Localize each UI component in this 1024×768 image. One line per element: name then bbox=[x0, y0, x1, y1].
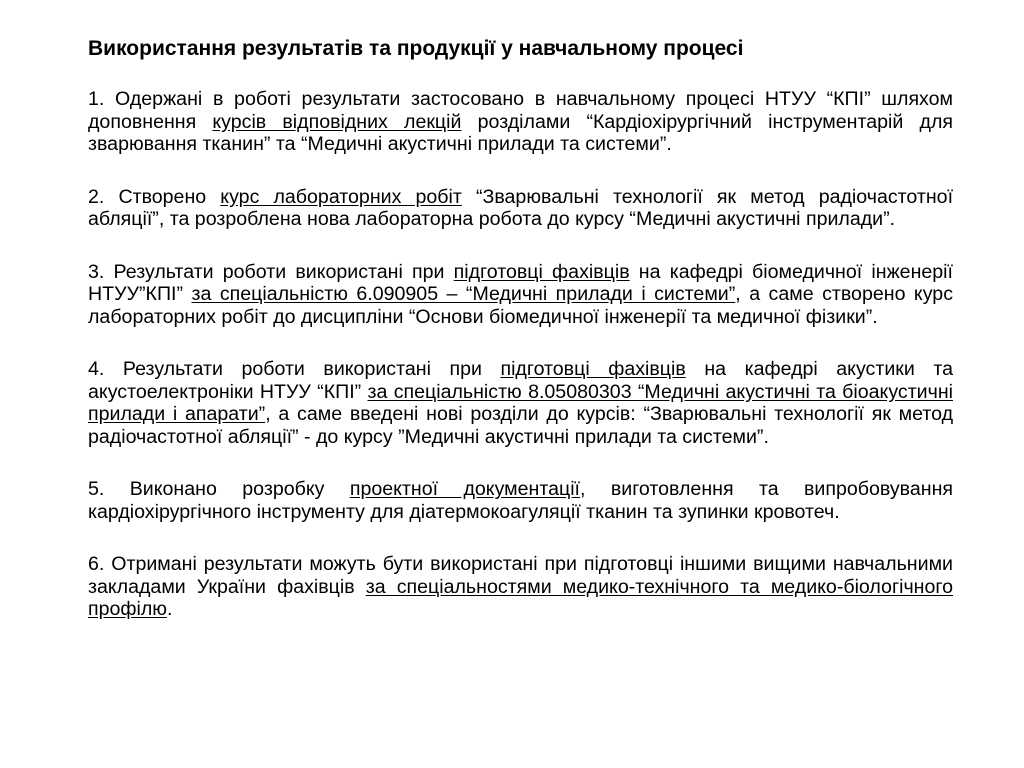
page-title: Використання результатів та продукції у навчальному процесі bbox=[88, 37, 744, 60]
paragraph-2 bbox=[88, 186, 953, 231]
paragraph-text: , виготовлення та випробовування кардіохірургічного інструменту для діатермокоагуляції тканин та зупинки кровотеч. bbox=[88, 478, 954, 523]
underlined-phrase: курс лабораторних робіт bbox=[220, 185, 462, 208]
underlined-phrase: підготовці фахівців bbox=[453, 260, 630, 283]
slide-content bbox=[88, 36, 953, 621]
underlined-phrase: підготовці фахівців bbox=[500, 358, 686, 380]
paragraph-text: 1. Одержані в роботі результати застосовано в навчальному процесі НТУУ “КПІ” шляхом доповнення bbox=[88, 88, 953, 133]
paragraph-text: 3. Результати роботи використані при bbox=[88, 260, 454, 283]
paragraph-text: , а саме введені нові розділи до курсів: “Зварювальні технології як метод радіочастотної абляції” - до курсу ”Медичні акустичні прилади та системи”. bbox=[88, 403, 953, 448]
paragraph-text: на кафедрі акустики та акустоелектроніки НТУУ “КПІ” bbox=[88, 358, 953, 403]
paragraph-text: 2. Створено bbox=[88, 185, 221, 208]
paragraph-3 bbox=[88, 261, 953, 329]
paragraph-1 bbox=[88, 88, 953, 156]
paragraph-6 bbox=[88, 553, 953, 621]
paragraph-5 bbox=[88, 478, 953, 523]
paragraph-text: розділами “Кардіохірургічний інструментарій для зварювання тканин” та “Медичні акустичні прилади та системи”. bbox=[88, 110, 953, 155]
paragraph-text: “Зварювальні технології як метод радіочастотної абляції”, та розроблена нова лабораторна робота до курсу “Медичні акустичні прилади”. bbox=[88, 185, 954, 230]
paragraph-text: 6. Отримані результати можуть бути використані при підготовці іншими вищими навчальними закладами України фахівців bbox=[88, 553, 953, 598]
underlined-phrase: за спеціальностями медико-технічного та медико-біологічного профілю bbox=[88, 575, 953, 620]
paragraph-4 bbox=[88, 358, 953, 448]
paragraph-text: на кафедрі біомедичної інженерії НТУУ”КПІ” bbox=[88, 260, 953, 305]
underlined-phrase: за спеціальністю 6.090905 – “Медичні прилади і системи” bbox=[191, 283, 736, 305]
underlined-phrase: курсів відповідних лекцій bbox=[212, 110, 462, 133]
underlined-phrase: проектної документації bbox=[349, 478, 581, 500]
paragraph-text: 5. Виконано розробку bbox=[88, 478, 350, 500]
paragraph-text: . bbox=[167, 598, 173, 620]
paragraph-text: , а саме створено курс лабораторних робіт до дисципліни “Основи біомедичної інженерії та медичної фізики”. bbox=[88, 283, 953, 328]
paragraph-text: 4. Результати роботи використані при bbox=[88, 358, 501, 380]
underlined-phrase: за спеціальністю 8.05080303 “Медичні акустичні та біоакустичні прилади і апарати” bbox=[88, 380, 953, 425]
